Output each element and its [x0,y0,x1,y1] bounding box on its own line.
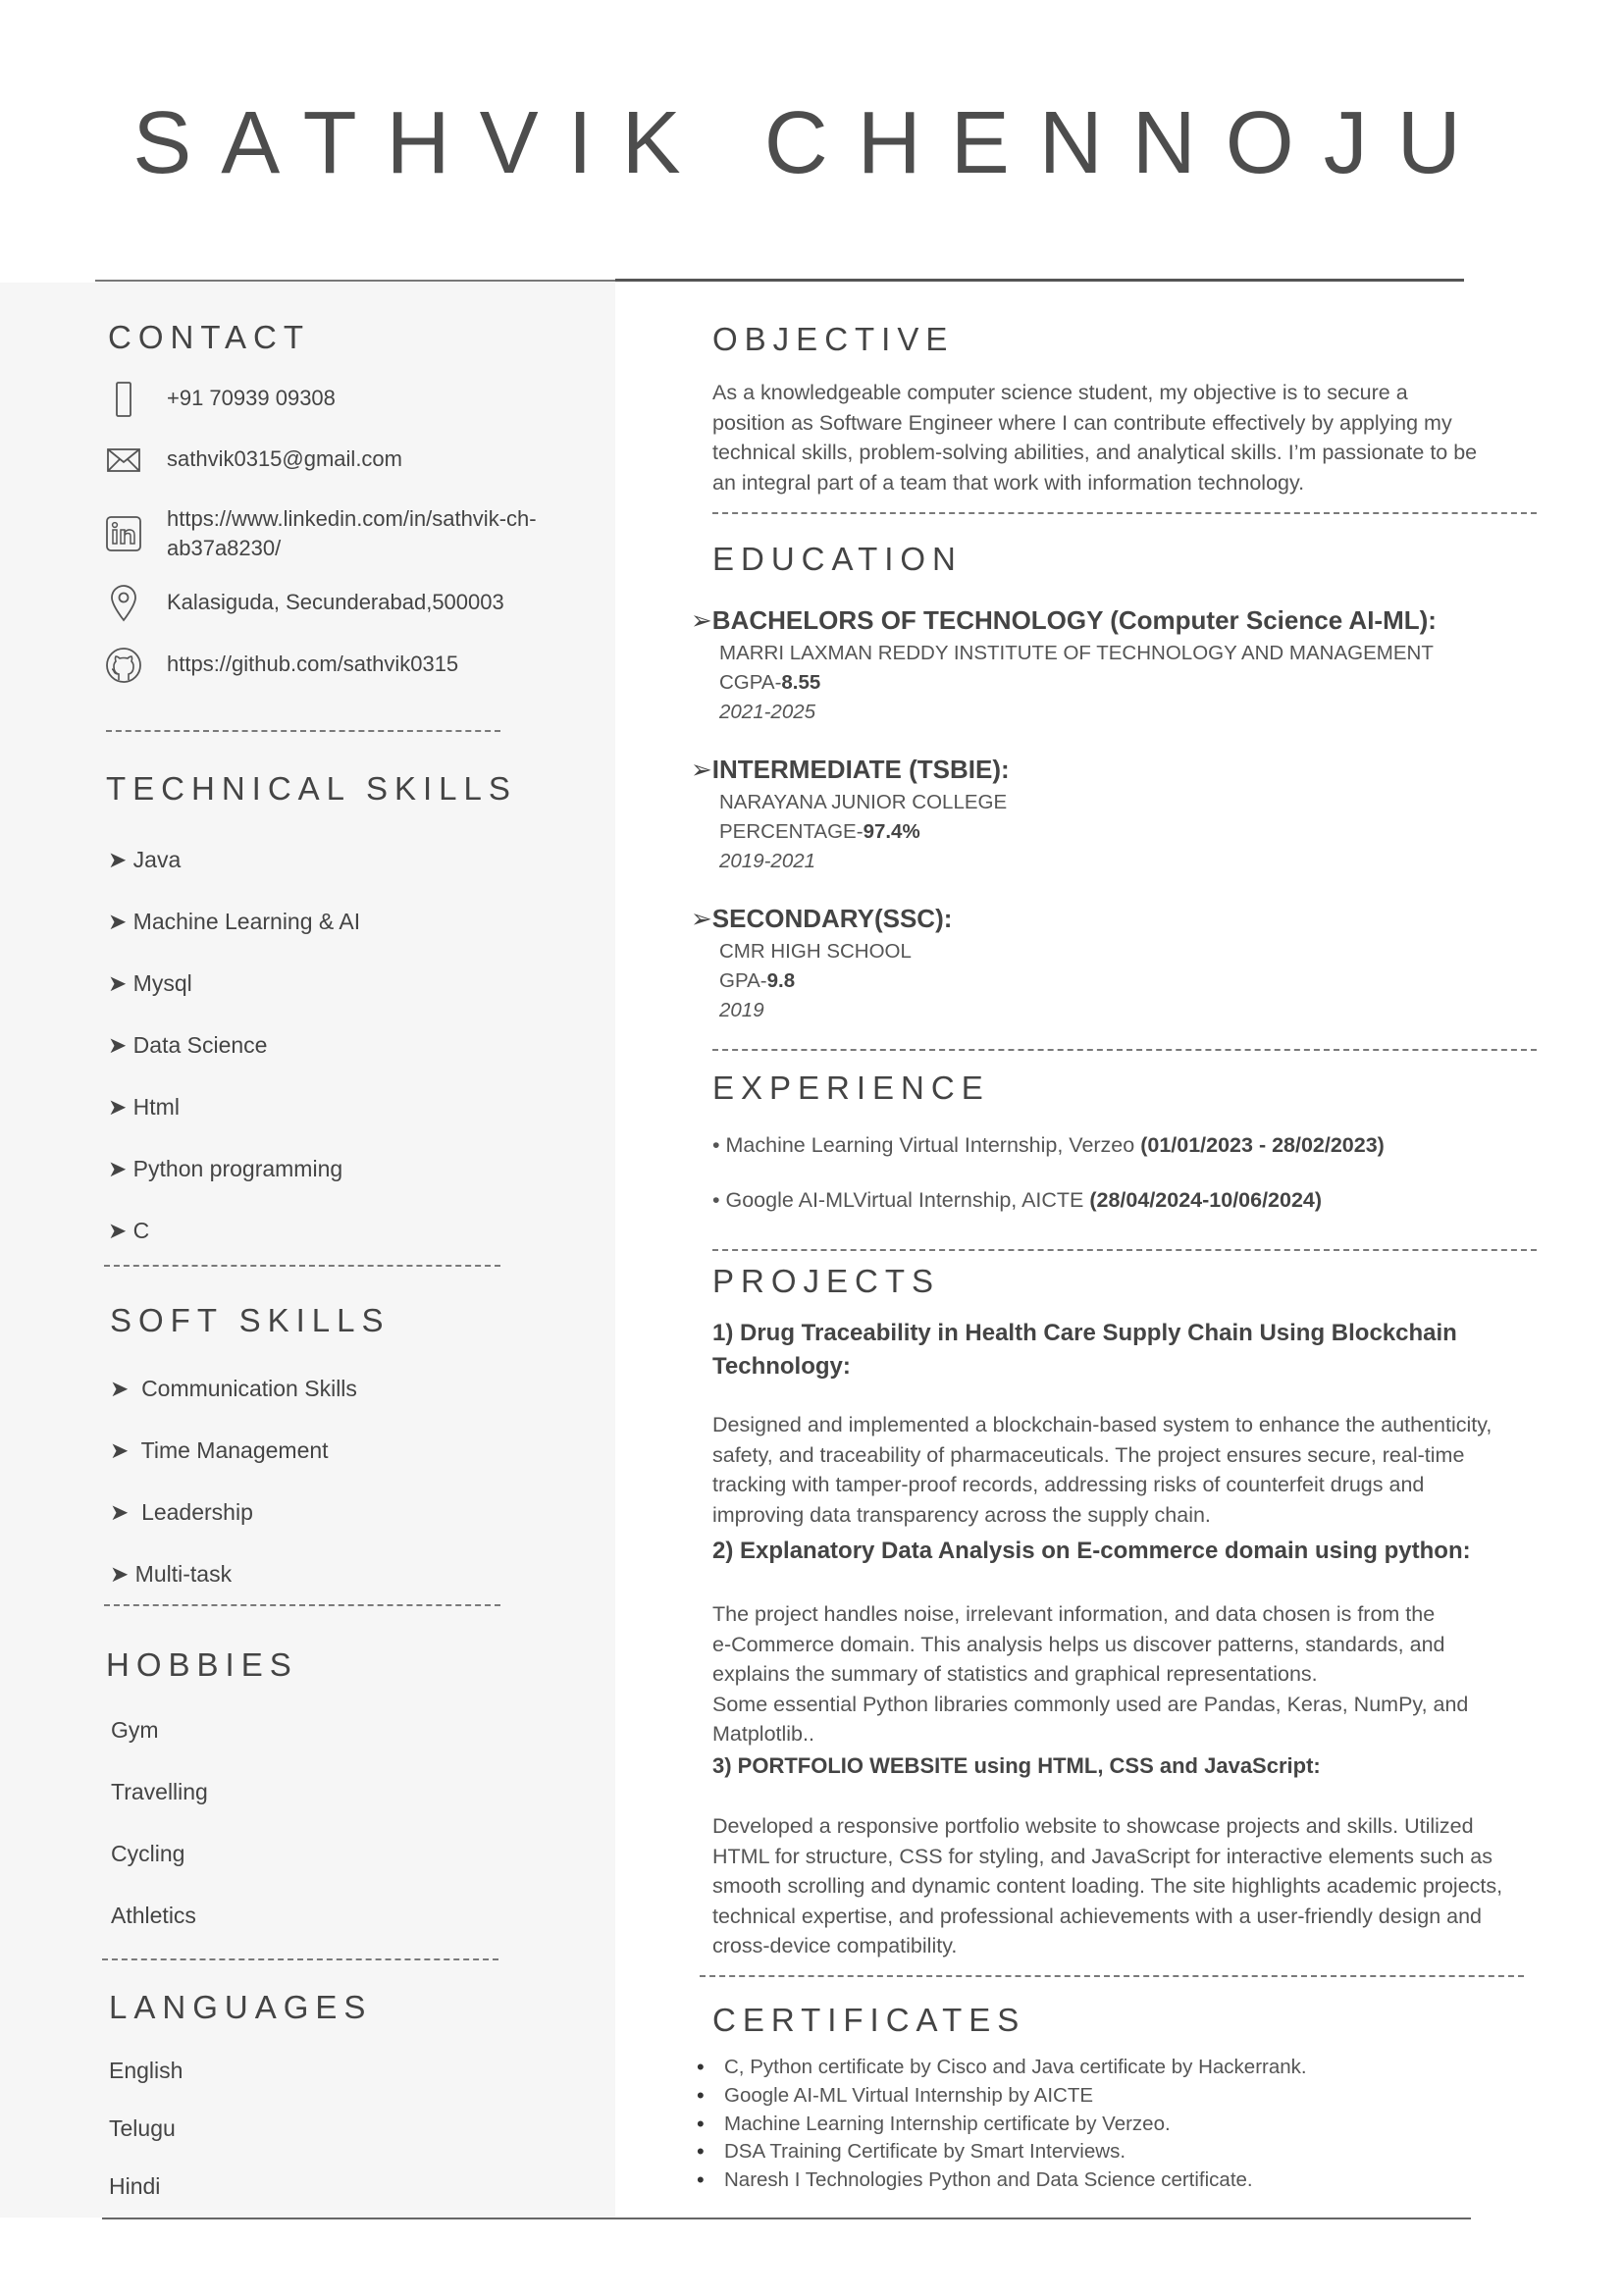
objective-text: As a knowledgeable computer science student, my objective is to secure a position as Software Engineer where I can contribute effectively by applying my technical skills, problem-solving abilities, and analytical skills. I’m passionate to be an integral part of a team that work with information technology. [712,381,1478,495]
linkedin-line-2: ab37a8230/ [167,536,282,560]
project-title: 2) Explanatory Data Analysis on E-commerce domain using python: [712,1538,1471,1564]
project-title: 3) PORTFOLIO WEBSITE using HTML, CSS and JavaScript: [712,1753,1321,1778]
education-years: 2021-2025 [719,701,816,723]
arrow-icon: ➢ [691,605,712,635]
education-score: PERCENTAGE-97.4% [719,820,920,843]
arrow-icon: ➤ [110,1376,130,1401]
arrow-icon: ➤ [108,970,128,996]
education-institution: NARAYANA JUNIOR COLLEGE [719,791,1008,813]
linkedin-line-1: https://www.linkedin.com/in/sathvik-ch- [167,506,537,531]
arrow-icon: ➤ [108,1032,128,1058]
education-degree: ➢BACHELORS OF TECHNOLOGY (Computer Science AI-ML): [691,605,1437,635]
skill-item: ➤ Data Science [108,1032,268,1058]
hobby-item: Travelling [111,1779,208,1804]
soft-skill-item: ➤ Multi-task [110,1561,233,1587]
soft-skill-item: ➤ Time Management [110,1437,329,1463]
email-link[interactable]: sathvik0315@gmail.com [167,446,402,471]
education-score: CGPA-8.55 [719,671,821,694]
education-degree: ➢INTERMEDIATE (TSBIE): [691,755,1010,784]
education-score: GPA-9.8 [719,969,796,992]
skill-item: ➤ C [108,1218,150,1243]
address-text: Kalasiguda, Secunderabad,500003 [167,590,504,614]
arrow-icon: ➤ [108,1156,128,1181]
skill-item: ➤ Mysql [108,970,192,996]
contact-heading: CONTACT [108,319,311,355]
skill-item: ➤ Java [108,847,182,872]
arrow-icon: ➤ [110,1437,130,1463]
hobby-item: Cycling [111,1841,185,1866]
project-description: Developed a responsive portfolio website to showcase projects and skills. Utilized HTML for structure, CSS for styling, and JavaScript for interactive elements such as smooth scrolling and dynamic content loading. The site highlights academic projects, technical expertise, and professional achievements with a user-friendly design and cross-device compatibility. [712,1814,1503,1957]
arrow-icon: ➤ [108,909,128,934]
divider [712,1249,1537,1251]
experience-item: • Google AI-MLVirtual Internship, AICTE (28/04/2024-10/06/2024) [712,1188,1323,1212]
phone-icon [102,378,145,421]
skill-item: ➤ Html [108,1094,180,1120]
contact-address [102,582,593,625]
certificate-item: • C, Python certificate by Cisco and Java certificate by Hackerrank. [697,2054,1307,2082]
arrow-icon: ➤ [108,1094,128,1120]
technical-skills-heading: TECHNICAL SKILLS [106,770,517,807]
projects-heading: PROJECTS [712,1263,941,1299]
resume-name: SATHVIK CHENNOJU [132,94,1491,192]
languages-heading: LANGUAGES [109,1989,373,2025]
hobby-item: Gym [111,1717,159,1743]
project-description: The project handles noise, irrelevant information, and data chosen is from the e-Commerce domain. This analysis helps us discover patterns, standards, and explains the summary of statistics and graphical representations. Some essential Python libraries commonly used are Pandas, Keras, NumPy, and Matplotlib.. [712,1602,1469,1746]
certificate-item: • Naresh I Technologies Python and Data Science certificate. [697,2166,1307,2195]
contact-github [102,644,593,687]
experience-item: • Machine Learning Virtual Internship, Verzeo (01/01/2023 - 28/02/2023) [712,1133,1385,1157]
objective-heading: OBJECTIVE [712,321,955,357]
header-divider-left [95,280,615,282]
hobbies-heading: HOBBIES [106,1646,298,1683]
education-institution: MARRI LAXMAN REDDY INSTITUTE OF TECHNOLOGY AND MANAGEMENT [719,642,1434,664]
skill-item: ➤ Python programming [108,1156,343,1181]
contact-linkedin [102,502,593,563]
skill-item: ➤ Machine Learning & AI [108,909,361,934]
education-years: 2019-2021 [719,850,816,872]
soft-skill-item: ➤ Communication Skills [110,1376,357,1401]
arrow-icon: ➤ [108,1218,128,1243]
sidebar [0,283,615,2218]
divider [102,1958,498,1960]
arrow-icon: ➤ [110,1499,130,1525]
contact-phone [102,378,593,421]
arrow-icon: ➤ [108,847,128,872]
divider [700,1975,1524,1977]
phone-text: +91 70939 09308 [167,386,336,410]
divider [712,512,1537,514]
certificate-item: • Google AI-ML Virtual Internship by AICTE [697,2082,1307,2111]
certificates-list [697,2054,1307,2195]
mail-icon [102,439,145,482]
divider [712,1049,1537,1051]
linkedin-icon [102,512,145,555]
certificate-item: • Machine Learning Internship certificate by Verzeo. [697,2111,1307,2139]
education-institution: CMR HIGH SCHOOL [719,940,912,963]
arrow-icon: ➤ [110,1561,130,1587]
certificate-item: • DSA Training Certificate by Smart Interviews. [697,2138,1307,2166]
project-description: Designed and implemented a blockchain-based system to enhance the authenticity, safety, and traceability of pharmaceuticals. The project ensures secure, real-time tracking with tamper-proof records, addressing risks of counterfeit drugs and improving data transparency across the supply chain. [712,1413,1492,1527]
github-link[interactable]: https://github.com/sathvik0315 [167,652,459,676]
education-heading: EDUCATION [712,541,963,577]
hobby-item: Athletics [111,1903,196,1928]
project-title: 1) Drug Traceability in Health Care Supply Chain Using Blockchain Technology: [712,1320,1457,1380]
footer-divider [102,2218,1471,2219]
education-degree: ➢SECONDARY(SSC): [691,904,953,933]
certificates-heading: CERTIFICATES [712,2002,1026,2038]
divider [104,1265,500,1267]
education-years: 2019 [719,999,764,1021]
contact-email [102,439,593,482]
arrow-icon: ➢ [691,904,712,933]
arrow-icon: ➢ [691,755,712,784]
soft-skill-item: ➤ Leadership [110,1499,253,1525]
experience-heading: EXPERIENCE [712,1070,990,1106]
divider [104,1604,500,1606]
linkedin-link[interactable] [167,502,537,563]
header-divider-right [615,279,1464,282]
language-item: Hindi [109,2173,161,2199]
divider [106,730,500,732]
github-icon [102,644,145,687]
language-item: English [109,2058,183,2083]
location-pin-icon [102,582,145,625]
language-item: Telugu [109,2115,176,2141]
soft-skills-heading: SOFT SKILLS [110,1302,391,1338]
